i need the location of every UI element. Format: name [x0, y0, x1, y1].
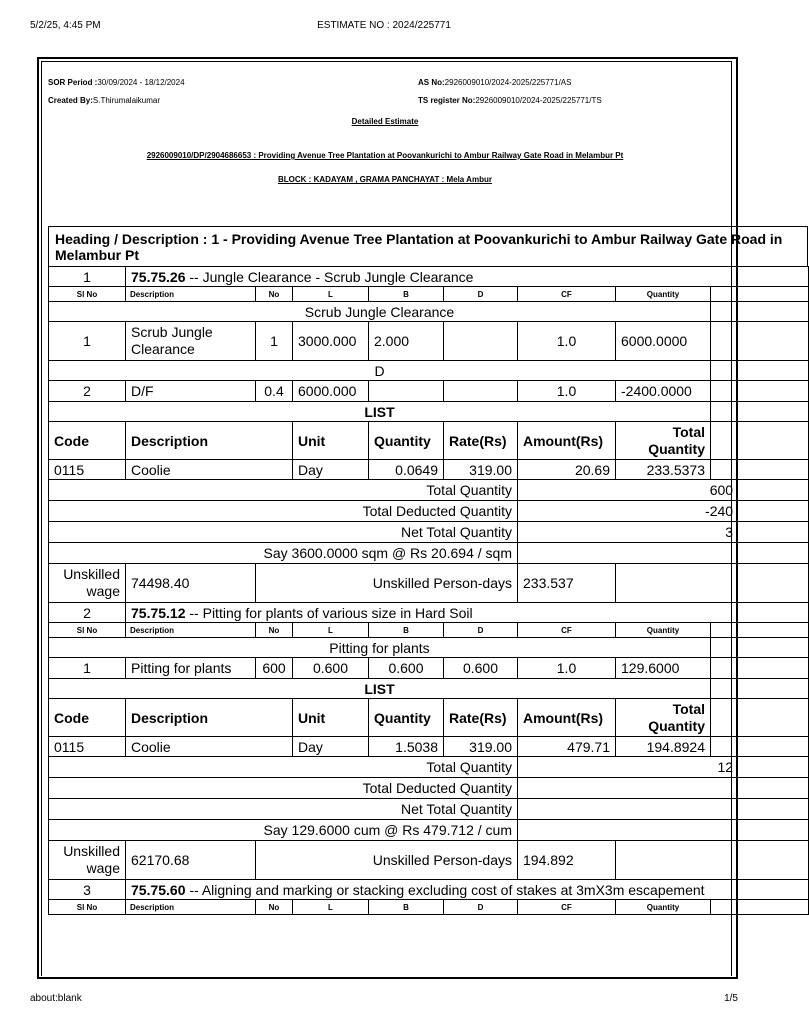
- list-header-row: [49, 699, 809, 737]
- col-no: No: [256, 623, 293, 638]
- row-qty: 6000.0000: [616, 322, 711, 361]
- row-d: [444, 322, 518, 361]
- total-qty-label: Total Quantity: [49, 480, 518, 501]
- list-col-total-2: Quantity: [648, 440, 705, 457]
- col-desc: Description: [126, 623, 256, 638]
- col-cf: CF: [518, 623, 616, 638]
- total-ded-value: [518, 778, 809, 799]
- row-d: 0.600: [444, 658, 518, 679]
- list-desc: Coolie: [126, 460, 293, 480]
- item-title-text: -- Pitting for plants of various size in Hard Soil: [185, 604, 473, 621]
- list-col-code: Code: [49, 422, 126, 460]
- block-info: BLOCK : KADAYAM , GRAMA PANCHAYAT : Mela Ambur: [278, 175, 492, 184]
- list-qty: 1.5038: [369, 737, 444, 757]
- col-cf: CF: [518, 900, 616, 915]
- item-title: [126, 267, 809, 287]
- col-no: No: [256, 287, 293, 302]
- col-desc: Description: [126, 900, 256, 915]
- list-row: [49, 460, 809, 480]
- detailed-estimate-title: Detailed Estimate: [351, 117, 419, 126]
- list-header-row: [49, 422, 809, 460]
- total-ded-label: Total Deducted Quantity: [49, 778, 518, 799]
- ts-register: [418, 96, 602, 105]
- estimate-content: [48, 226, 783, 915]
- print-url: about:blank: [30, 993, 82, 1004]
- created-value: S.Thirumalaikumar: [92, 96, 161, 105]
- col-l: L: [293, 900, 369, 915]
- col-b: B: [369, 287, 444, 302]
- row-l: 3000.000: [293, 322, 369, 361]
- row-cf: 1.0: [518, 322, 616, 361]
- person-days-label: Unskilled Person-days: [256, 564, 518, 603]
- list-col-total-1: Total: [672, 423, 705, 440]
- item-number: 1: [49, 267, 126, 287]
- item-header-row: [49, 603, 809, 623]
- row-sl: 2: [49, 381, 126, 402]
- row-b: [369, 381, 444, 402]
- col-d: D: [444, 623, 518, 638]
- table-row: [49, 322, 809, 361]
- group-title: Pitting for plants: [49, 638, 711, 658]
- net-total-row: [49, 522, 809, 543]
- col-l: L: [293, 287, 369, 302]
- net-total-value: [518, 799, 809, 820]
- list-total: 233.5373: [616, 460, 711, 480]
- item-header-row: [49, 880, 809, 900]
- row-b: 2.000: [369, 322, 444, 361]
- row-l: 6000.000: [293, 381, 369, 402]
- col-d: D: [444, 287, 518, 302]
- row-b: 0.600: [369, 658, 444, 679]
- work-title: 2926009010/DP/2904686653 : Providing Avenue Tree Plantation at Poovankurichi to Ambur Railway Gate Road in Melambur Pt: [146, 151, 624, 160]
- col-sl: Sl No: [49, 900, 126, 915]
- list-col-unit: Unit: [293, 699, 369, 737]
- row-sl: 1: [49, 658, 126, 679]
- net-total-label: Net Total Quantity: [49, 522, 518, 543]
- list-col-total-1: Total: [672, 700, 705, 717]
- group-title: Scrub Jungle Clearance: [49, 302, 711, 322]
- list-qty: 0.0649: [369, 460, 444, 480]
- list-col-total: [616, 422, 711, 460]
- measurement-header-row: [49, 287, 809, 302]
- item-code: 75.75.60: [131, 881, 186, 898]
- table-row: [49, 658, 809, 679]
- say-row: [49, 543, 809, 564]
- item-number: 3: [49, 880, 126, 900]
- list-col-rate: Rate(Rs): [444, 422, 518, 460]
- col-sl: Sl No: [49, 623, 126, 638]
- col-cf: CF: [518, 287, 616, 302]
- list-desc: Coolie: [126, 737, 293, 757]
- list-title-row: [49, 679, 809, 699]
- row-desc: Pitting for plants: [126, 658, 256, 679]
- estimate-table: [48, 266, 809, 915]
- list-col-total-2: Quantity: [648, 717, 705, 734]
- print-page-number: 1/5: [724, 993, 738, 1004]
- net-total-value: 3: [518, 522, 809, 543]
- col-qty: Quantity: [616, 623, 711, 638]
- table-row: [49, 381, 809, 402]
- list-col-amount: Amount(Rs): [518, 699, 616, 737]
- unskilled-wage-value: 62170.68: [126, 841, 256, 880]
- as-label: AS No:: [418, 78, 445, 87]
- deduction-group-title: D: [49, 361, 711, 381]
- as-value: 2926009010/2024-2025/225771/AS: [444, 78, 572, 87]
- list-col-qty: Quantity: [369, 422, 444, 460]
- item-header-row: [49, 267, 809, 287]
- col-sl: Sl No: [49, 287, 126, 302]
- col-qty: Quantity: [616, 900, 711, 915]
- total-ded-label: Total Deducted Quantity: [49, 501, 518, 522]
- row-sl: 1: [49, 322, 126, 361]
- row-l: 0.600: [293, 658, 369, 679]
- col-b: B: [369, 900, 444, 915]
- list-code: 0115: [49, 737, 126, 757]
- measurement-header-row: [49, 623, 809, 638]
- print-timestamp: 5/2/25, 4:45 PM: [30, 20, 101, 31]
- col-b: B: [369, 623, 444, 638]
- row-no: 1: [256, 322, 293, 361]
- say-rate: Say 129.6000 cum @ Rs 479.712 / cum: [49, 820, 518, 841]
- list-rate: 319.00: [444, 737, 518, 757]
- list-title-row: [49, 402, 809, 422]
- row-qty: 129.6000: [616, 658, 711, 679]
- item-code: 75.75.26: [131, 268, 186, 285]
- list-amount: 479.71: [518, 737, 616, 757]
- list-row: [49, 737, 809, 757]
- print-title: ESTIMATE NO : 2024/225771: [317, 20, 451, 31]
- total-qty-row: [49, 480, 809, 501]
- list-title: LIST: [49, 402, 711, 422]
- list-total: 194.8924: [616, 737, 711, 757]
- row-no: 600: [256, 658, 293, 679]
- row-desc: Scrub Jungle Clearance: [126, 322, 256, 361]
- list-col-total: [616, 699, 711, 737]
- list-col-desc: Description: [126, 422, 293, 460]
- person-days-value: 194.892: [518, 841, 616, 880]
- col-no: No: [256, 900, 293, 915]
- total-qty-row: [49, 757, 809, 778]
- list-col-rate: Rate(Rs): [444, 699, 518, 737]
- sor-value: 30/09/2024 - 18/12/2024: [97, 78, 185, 87]
- row-cf: 1.0: [518, 658, 616, 679]
- list-rate: 319.00: [444, 460, 518, 480]
- item-number: 2: [49, 603, 126, 623]
- total-ded-row: [49, 501, 809, 522]
- net-total-row: [49, 799, 809, 820]
- col-desc: Description: [126, 287, 256, 302]
- row-qty: -2400.0000: [616, 381, 711, 402]
- item-code: 75.75.12: [131, 604, 186, 621]
- item-title-text: -- Aligning and marking or stacking excluding cost of stakes at 3mX3m escapement: [185, 881, 705, 898]
- col-qty: Quantity: [616, 287, 711, 302]
- created-by: [48, 96, 160, 105]
- ts-label: TS register No:: [418, 96, 476, 105]
- col-l: L: [293, 623, 369, 638]
- list-amount: 20.69: [518, 460, 616, 480]
- wage-row: [49, 564, 809, 603]
- item-title-text: -- Jungle Clearance - Scrub Jungle Clearance: [185, 268, 474, 285]
- person-days-value: 233.537: [518, 564, 616, 603]
- ts-value: 2926009010/2024-2025/225771/TS: [475, 96, 602, 105]
- unskilled-wage-label: Unskilled wage: [49, 841, 126, 880]
- list-col-code: Code: [49, 699, 126, 737]
- list-col-unit: Unit: [293, 422, 369, 460]
- list-col-qty: Quantity: [369, 699, 444, 737]
- group-row: [49, 638, 809, 658]
- list-col-amount: Amount(Rs): [518, 422, 616, 460]
- heading-description: Heading / Description : 1 - Providing Avenue Tree Plantation at Poovankurichi to Ambur Railway Gate Road in Melambur Pt: [48, 226, 808, 266]
- item-title: [126, 603, 809, 623]
- total-qty-value: 600: [518, 480, 809, 501]
- total-qty-label: Total Quantity: [49, 757, 518, 778]
- net-total-label: Net Total Quantity: [49, 799, 518, 820]
- total-ded-row: [49, 778, 809, 799]
- measurement-header-row: [49, 900, 809, 915]
- row-cf: 1.0: [518, 381, 616, 402]
- say-rate: Say 3600.0000 sqm @ Rs 20.694 / sqm: [49, 543, 518, 564]
- list-code: 0115: [49, 460, 126, 480]
- list-col-desc: Description: [126, 699, 293, 737]
- item-title: [126, 880, 809, 900]
- col-d: D: [444, 900, 518, 915]
- unskilled-wage-label: Unskilled wage: [49, 564, 126, 603]
- sor-label: SOR Period :: [48, 78, 98, 87]
- group-row: [49, 302, 809, 322]
- row-desc: D/F: [126, 381, 256, 402]
- created-label: Created By:: [48, 96, 93, 105]
- list-title: LIST: [49, 679, 711, 699]
- list-unit: Day: [293, 460, 369, 480]
- deduction-group-row: [49, 361, 809, 381]
- sor-period: [48, 78, 185, 87]
- say-row: [49, 820, 809, 841]
- total-qty-value: 12: [518, 757, 809, 778]
- person-days-label: Unskilled Person-days: [256, 841, 518, 880]
- total-ded-value: -240: [518, 501, 809, 522]
- row-no: 0.4: [256, 381, 293, 402]
- as-number: [418, 78, 571, 87]
- list-unit: Day: [293, 737, 369, 757]
- wage-row: [49, 841, 809, 880]
- row-d: [444, 381, 518, 402]
- unskilled-wage-value: 74498.40: [126, 564, 256, 603]
